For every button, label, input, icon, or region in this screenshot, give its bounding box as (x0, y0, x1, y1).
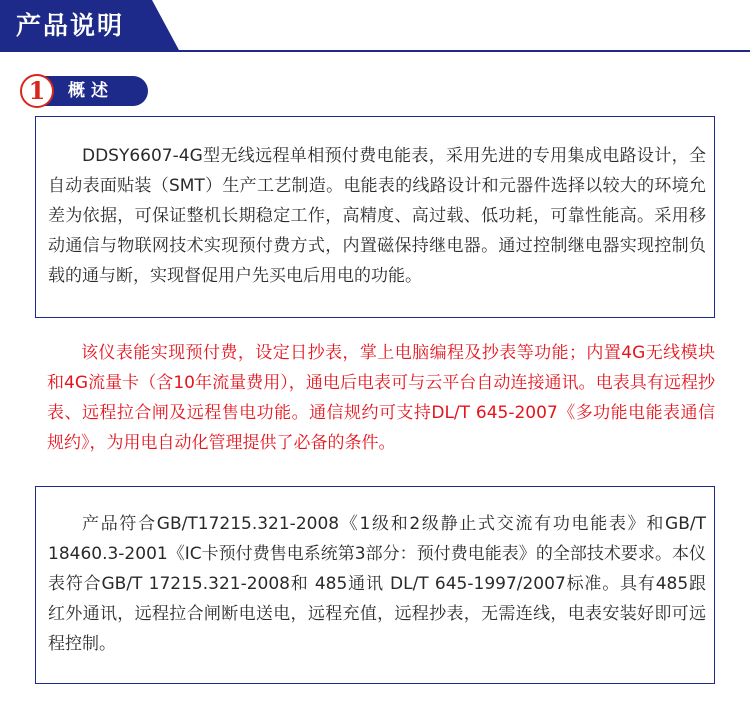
standards-paragraph: 产品符合GB/T17215.321-2008《1级和2级静止式交流有功电能表》和GB/T 18460.3-2001《IC卡预付费售电系统第3部分：预付费电能表》的全部技术要求。本仪表符合GB/T 17215.321-2008和 485通讯 DL/T 645-1997/2007标准。具有485跟红外通讯，远程拉合闸断电送电，远程充值，远程抄表，无需连线，电表安装好即可远程控制。 (48, 514, 706, 654)
overview-box (35, 116, 715, 318)
section-header (0, 0, 750, 52)
section-label: 概述 (68, 81, 114, 101)
overview-paragraph: DDSY6607-4G型无线远程单相预付费电能表，采用先进的专用集成电路设计，全自动表面贴装（SMT）生产工艺制造。电能表的线路设计和元器件选择以较大的环境允差为依据，可保证整机长期稳定工作，高精度、高过载、低功耗，可靠性能高。采用移动通信与物联网技术实现预付费方式，内置磁保持继电器。通过控制继电器实现控制负载的通与断，实现督促用户先买电后用电的功能。 (48, 146, 706, 286)
header-slant (140, 0, 180, 52)
header-underline (0, 50, 750, 52)
page-title: 产品说明 (16, 11, 125, 40)
standards-box (35, 486, 715, 684)
section-number: 1 (20, 74, 54, 108)
feature-paragraph: 该仪表能实现预付费，设定日抄表，掌上电脑编程及抄表等功能；内置4G无线模块和4G流量卡（含10年流量费用），通电后电表可与云平台自动连接通讯。电表具有远程抄表、远程拉合闸及远程售电功能。通信规约可支持DL/T 645-2007《多功能电能表通信规约》，为用电自动化管理提供了必备的条件。 (47, 343, 715, 453)
section-badge (20, 74, 152, 108)
